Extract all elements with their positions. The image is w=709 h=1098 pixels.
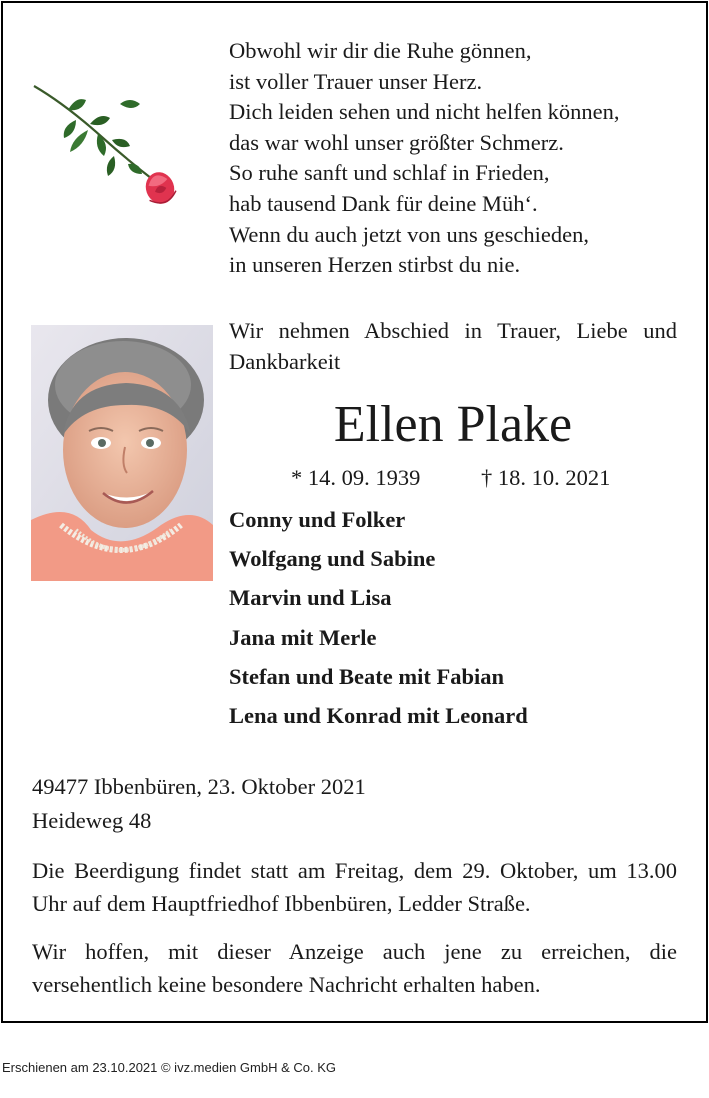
poem-line: hab tausend Dank für deine Müh‘. — [229, 190, 538, 216]
poem-line: in unseren Herzen stirbst du nie. — [229, 252, 521, 278]
poem-line: So ruhe sanft und schlaf in Frieden, — [229, 160, 550, 186]
poem — [229, 36, 689, 281]
intro-text: Wir nehmen Abschied in Trauer, Liebe und Dankbarkeit — [229, 318, 677, 374]
publication-footer: Erschienen am 23.10.2021 © ivz.medien GmbH & Co. KG — [2, 1060, 337, 1075]
deceased-name: Ellen Plake — [333, 396, 573, 453]
death-date: † 18. 10. 2021 — [481, 465, 611, 490]
poem-line: Obwohl wir dir die Ruhe gönnen, — [229, 38, 532, 63]
address-block — [32, 770, 366, 838]
poem-line: Wenn du auch jetzt von uns geschieden, — [229, 221, 589, 247]
mourner: Marvin und Lisa — [229, 585, 392, 611]
mourner: Jana mit Merle — [229, 624, 377, 650]
mourner: Stefan und Beate mit Fabian — [229, 663, 505, 689]
birth-date: * 14. 09. 1939 — [291, 465, 421, 490]
poem-line: ist voller Trauer unser Herz. — [229, 68, 483, 94]
mourner: Conny und Folker — [229, 507, 406, 532]
rose-icon — [28, 80, 183, 215]
poem-line: Dich leiden sehen und nicht helfen können, — [229, 99, 620, 125]
closing-text: Wir hoffen, mit dieser Anzeige auch jene zu erreichen, die versehentlich keine besondere Nachricht erhalten haben. — [32, 939, 677, 997]
funeral-text: Die Beerdigung findet statt am Freitag, dem 29. Oktober, um 13.00 Uhr auf dem Hauptfriedhof Ibbenbüren, Ledder Straße. — [32, 858, 677, 916]
mourner: Lena und Konrad mit Leonard — [229, 703, 528, 729]
place-date: 49477 Ibbenbüren, 23. Oktober 2021 — [32, 774, 366, 799]
mourners-list — [229, 500, 528, 735]
street: Heideweg 48 — [32, 808, 152, 833]
poem-line: das war wohl unser größter Schmerz. — [229, 129, 564, 155]
portrait-photo — [31, 325, 213, 581]
mourner: Wolfgang und Sabine — [229, 546, 436, 572]
